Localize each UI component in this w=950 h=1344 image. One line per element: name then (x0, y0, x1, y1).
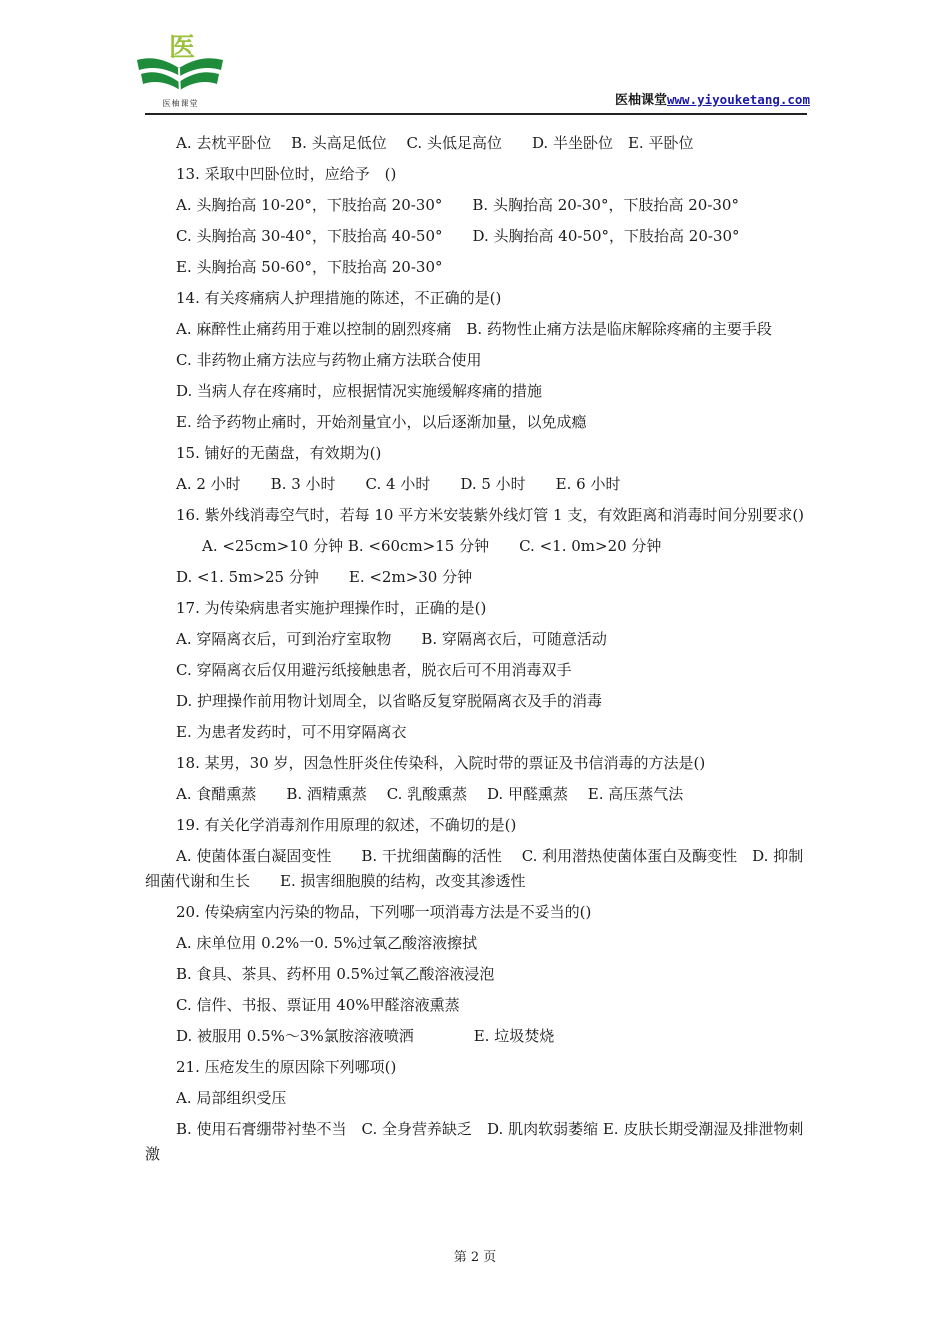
question-line: C. 信件、书报、票证用 40%甲醛溶液熏蒸 (176, 996, 460, 1014)
question-line: A. 床单位用 0.2%一0. 5%过氧乙酸溶液擦拭 (176, 934, 478, 952)
question-line: 19. 有关化学消毒剂作用原理的叙述，不确切的是() (176, 816, 517, 834)
question-line: D. 当病人存在疼痛时，应根据情况实施缓解疼痛的措施 (176, 382, 543, 400)
question-line: A. 去枕平卧位 B. 头高足低位 C. 头低足高位 D. 半坐卧位 E. 平卧位 (176, 134, 694, 152)
question-line: A. 头胸抬高 10-20°，下肢抬高 20-30° B. 头胸抬高 20-30°，下肢抬高 20-30° (176, 196, 739, 214)
open-book-logo-icon (133, 30, 228, 100)
question-line: D. 护理操作前用物计划周全，以省略反复穿脱隔离衣及手的消毒 (176, 692, 603, 710)
question-line: C. 非药物止痛方法应与药物止痛方法联合使用 (176, 351, 482, 369)
question-line: A. 使菌体蛋白凝固变性 B. 干扰细菌酶的活性 C. 利用潜热使菌体蛋白及酶变性 D. 抑制细菌代谢和生长 E. 损害细胞膜的结构，改变其渗透性 (145, 847, 804, 890)
logo (133, 30, 228, 114)
question-line: 18. 某男，30 岁，因急性肝炎住传染科，入院时带的票证及书信消毒的方法是() (176, 754, 706, 772)
question-line: 17. 为传染病患者实施护理操作时，正确的是() (176, 599, 487, 617)
question-line: 21. 压疮发生的原因除下列哪项() (176, 1058, 397, 1076)
logo-caption: 医柚课堂 (162, 99, 199, 108)
question-line: B. 食具、茶具、药杯用 0.5%过氧乙酸溶液浸泡 (176, 965, 495, 983)
question-line: A. 局部组织受压 (176, 1089, 287, 1107)
question-line: 13. 采取中凹卧位时，应给予 () (176, 165, 397, 183)
header-site (615, 89, 810, 108)
question-line: D. <1. 5m>25 分钟 E. <2m>30 分钟 (176, 568, 473, 586)
question-line: E. 头胸抬高 50-60°，下肢抬高 20-30° (176, 258, 443, 276)
question-line: A. 食醋熏蒸 B. 酒精熏蒸 C. 乳酸熏蒸 D. 甲醛熏蒸 E. 高压蒸气法 (176, 785, 684, 803)
question-line: E. 为患者发药时，可不用穿隔离衣 (176, 723, 407, 741)
header-divider (145, 113, 807, 115)
question-line: A. 穿隔离衣后，可到治疗室取物 B. 穿隔离衣后，可随意活动 (176, 630, 607, 648)
question-line: C. 穿隔离衣后仅用避污纸接触患者，脱衣后可不用消毒双手 (176, 661, 572, 679)
question-line: A. 2 小时 B. 3 小时 C. 4 小时 D. 5 小时 E. 6 小时 (176, 475, 621, 493)
question-line: E. 给予药物止痛时，开始剂量宜小，以后逐渐加量，以免成瘾 (176, 413, 587, 431)
page-number: 第 2 页 (453, 1250, 497, 1265)
question-line: 20. 传染病室内污染的物品，下列哪一项消毒方法是不妥当的() (176, 903, 592, 921)
logo-char: 医 (169, 33, 196, 63)
document-body (145, 128, 805, 1170)
site-name: 医柚课堂 (614, 93, 667, 108)
question-line: 15. 铺好的无菌盘，有效期为() (176, 444, 382, 462)
question-line: C. 头胸抬高 30-40°，下肢抬高 40-50° D. 头胸抬高 40-50°，下肢抬高 20-30° (176, 227, 740, 245)
question-line: D. 被服用 0.5%～3%氯胺溶液喷洒 E. 垃圾焚烧 (176, 1027, 555, 1045)
site-url-link[interactable]: www.yiyouketang.com (667, 92, 810, 107)
question-line: A. <25cm>10 分钟 B. <60cm>15 分钟 C. <1. 0m>20 分钟 (202, 537, 662, 555)
question-line: B. 使用石膏绷带衬垫不当 C. 全身营养缺乏 D. 肌肉软弱萎缩 E. 皮肤长期受潮湿及排泄物刺激 (145, 1120, 804, 1163)
question-line: 16. 紫外线消毒空气时，若每 10 平方米安装紫外线灯管 1 支，有效距离和消毒时间分别要求() (176, 506, 805, 524)
question-line: 14. 有关疼痛病人护理措施的陈述，不正确的是() (176, 289, 502, 307)
question-line: A. 麻醉性止痛药用于难以控制的剧烈疼痛 B. 药物性止痛方法是临床解除疼痛的主要手段 (176, 320, 772, 338)
